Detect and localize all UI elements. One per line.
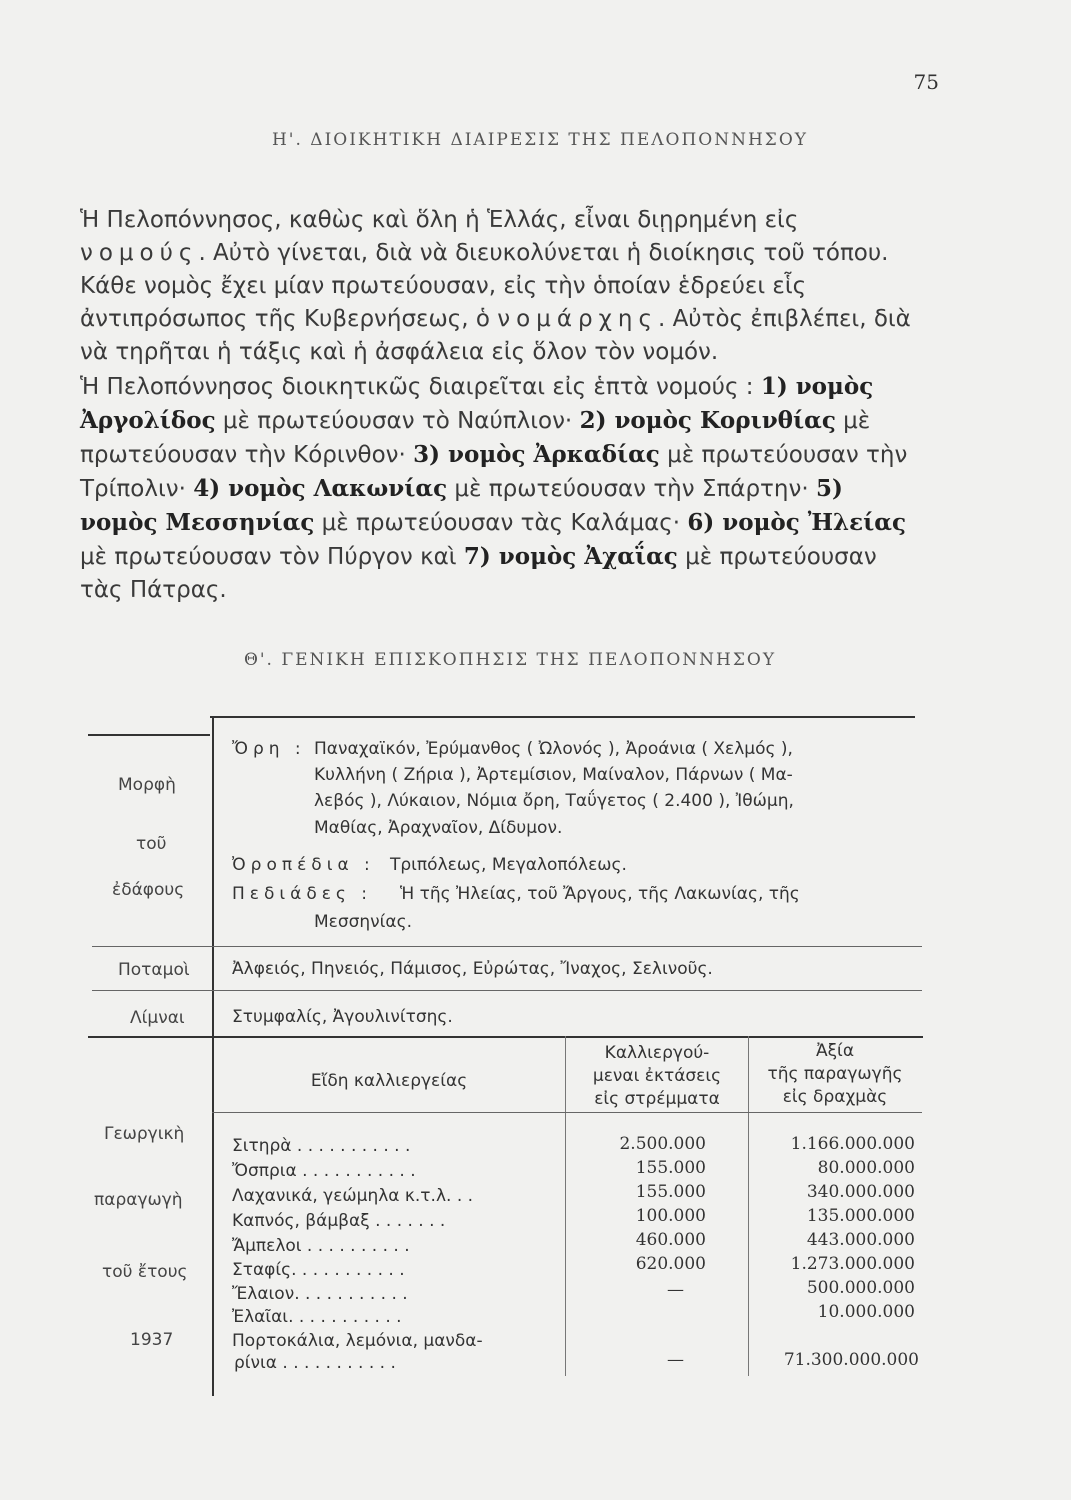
prefecture-messinia: 5) νομὸς Μεσσηνίας — [80, 475, 843, 536]
section-heading-administrative-division: Η'. ΔΙΟΙΚΗΤΙΚΗ ΔΙΑΙΡΕΣΙΣ ΤΗΣ ΠΕΛΟΠΟΝΝΗΣΟΥ — [271, 130, 808, 150]
capital-korinthia: μὲ πρωτεύουσαν τὴν Κόρινθον· — [80, 408, 871, 468]
label-edafous: ἐδάφους — [112, 880, 185, 900]
para1-term-nomarchis: νομάρχης — [497, 306, 658, 332]
area-row-9: — — [667, 1350, 684, 1370]
header-crop-types: Εἴδη καλλιεργείας — [310, 1071, 468, 1091]
crop-row-6: Ἔλαιον. . . . . . . . . . . — [232, 1284, 408, 1304]
para2-intro: Ἡ Πελοπόννησος διοικητικῶς διαιρεῖται εἰς ἑπτὰ νομούς : — [80, 374, 754, 400]
capital-lakonia: μὲ πρωτεύουσαν τὴν Σπάρτην· — [454, 476, 809, 502]
area-row-5: 620.000 — [635, 1254, 706, 1274]
table-top-rule-left — [88, 734, 210, 736]
header-value-2: τῆς παραγωγῆς — [767, 1064, 903, 1084]
area-row-4: 460.000 — [635, 1230, 706, 1250]
header-area-2: μεναι ἐκτάσεις — [592, 1066, 722, 1086]
capital-arkadia: μὲ πρωτεύουσαν τὴν Τρίπολιν· — [80, 442, 908, 502]
ori-key: Ὄρη : — [232, 739, 306, 759]
crop-row-7: Ἐλαῖαι. . . . . . . . . . . — [232, 1307, 402, 1327]
pedia-key: Πεδιάδες : — [232, 884, 373, 904]
label-potamoi: Ποταμοὶ — [118, 960, 190, 980]
ori-line-3: λεβός ), Λύκαιον, Νόμια ὄρη, Ταΰγετος ( 2.400 ), Ἰθώμη, — [314, 791, 794, 811]
crop-row-4: Ἄμπελοι . . . . . . . . . . — [232, 1236, 410, 1256]
label-paragogi: παραγωγὴ — [94, 1190, 183, 1210]
para1-text-e: . Αὐτὸς ἐπιβλέπει, διὰ νὰ τηρῆται ἡ τάξις καὶ ἡ ἀσφάλεια εἰς ὅλον τὸν νομόν. — [80, 306, 911, 365]
rule-after-potamoi — [92, 990, 922, 991]
rule-after-morphi — [92, 946, 922, 947]
area-row-3: 100.000 — [635, 1206, 706, 1226]
table-top-rule — [210, 716, 915, 718]
label-limnai: Λίμναι — [130, 1008, 185, 1028]
area-row-2: 155.000 — [635, 1182, 706, 1202]
oropedia-value: Τριπόλεως, Μεγαλοπόλεως. — [390, 855, 627, 875]
crop-row-1: Ὄσπρια . . . . . . . . . . . — [232, 1161, 416, 1181]
crop-row-3: Καπνός, βάμβαξ . . . . . . . — [232, 1211, 446, 1231]
label-morphi: Μορφὴ — [118, 775, 176, 795]
capital-achaia: μὲ πρωτεύουσαν τὰς Πάτρας. — [80, 544, 877, 603]
para1-term-nomous: νομούς — [80, 240, 199, 266]
rule-under-header — [212, 1112, 922, 1113]
crop-row-5: Σταφίς. . . . . . . . . . . — [232, 1260, 405, 1280]
label-georgiki: Γεωργικὴ — [104, 1124, 185, 1144]
value-row-5: 1.273.000.000 — [790, 1254, 915, 1274]
oropedia-key: Ὀροπέδια : — [232, 855, 375, 875]
header-area-1: Καλλιεργού- — [604, 1043, 710, 1063]
value-row-0: 1.166.000.000 — [790, 1134, 915, 1154]
table-divider — [212, 716, 214, 1396]
header-value-3: εἰς δραχμὰς — [782, 1087, 888, 1107]
capital-messinia: μὲ πρωτεύουσαν τὰς Καλάμας· — [321, 510, 681, 536]
paragraph-intro — [80, 204, 915, 369]
value-row-4: 443.000.000 — [806, 1230, 915, 1250]
prefecture-argolida: 1) νομὸς Ἀργολίδος — [80, 373, 874, 434]
rule-after-limnai — [88, 1036, 923, 1038]
para1-text-a: Ἡ Πελοπόννησος, καθὼς καὶ ὅλη ἡ Ἑλλάς, εἶναι διῃρημένη εἰς — [80, 207, 799, 233]
value-row-6: 500.000.000 — [806, 1278, 915, 1298]
prefecture-arkadia: 3) νομὸς Ἀρκαδίας — [413, 441, 660, 468]
ori-line-2: Κυλλήνη ( Ζήρια ), Ἀρτεμίσιον, Μαίναλον, Πάρνων ( Μα- — [314, 765, 793, 785]
header-value-1: Ἀξία — [815, 1041, 855, 1061]
crop-row-9: ρίνια . . . . . . . . . . . — [234, 1353, 396, 1373]
value-row-3: 135.000.000 — [806, 1206, 915, 1226]
pedia-value-1: Ἡ τῆς Ἠλείας, τοῦ Ἄργους, τῆς Λακωνίας, τῆς — [400, 884, 800, 904]
area-row-0: 2.500.000 — [619, 1134, 706, 1154]
paragraph-prefectures — [80, 370, 915, 607]
section-heading-general-overview: Θ'. ΓΕΝΙΚΗ ΕΠΙΣΚΟΠΗΣΙΣ ΤΗΣ ΠΕΛΟΠΟΝΝΗΣΟΥ — [243, 650, 777, 670]
prefecture-achaia: 7) νομὸς Ἀχαΐας — [463, 543, 678, 570]
page-number: 75 — [913, 70, 939, 94]
prefecture-ilia: 6) νομὸς Ἠλείας — [687, 509, 906, 536]
header-area-3: εἰς στρέμματα — [594, 1089, 720, 1109]
label-tou: τοῦ — [136, 834, 167, 854]
crop-row-8: Πορτοκάλια, λεμόνια, μανδα- — [232, 1331, 483, 1351]
crop-row-0: Σιτηρὰ . . . . . . . . . . . — [232, 1136, 411, 1156]
crop-row-2: Λαχανικά, γεώμηλα κ.τ.λ. . . — [232, 1186, 474, 1206]
label-tou-etous: τοῦ ἔτους — [102, 1262, 188, 1282]
limnai-value: Στυμφαλίς, Ἀγουλινίτσης. — [232, 1007, 453, 1027]
value-row-7: 10.000.000 — [817, 1302, 915, 1322]
value-row-1: 80.000.000 — [817, 1158, 915, 1178]
label-year: 1937 — [130, 1330, 174, 1350]
potamoi-value: Ἀλφειός, Πηνειός, Πάμισος, Εὐρώτας, Ἴναχος, Σελινοῦς. — [232, 959, 713, 979]
area-row-6: — — [667, 1280, 684, 1300]
ori-line-4: Μαθίας, Ἀραχναῖον, Δίδυμον. — [314, 818, 563, 838]
capital-argolida: μὲ πρωτεύουσαν τὸ Ναύπλιον· — [222, 408, 573, 434]
para1-text-c: . Αὐτὸ γίνεται, διὰ νὰ διευκολύνεται ἡ διοίκησις τοῦ τόπου. Κάθε νομὸς ἔχει μίαν πρωτεύουσαν, εἰς τὴν ὁποίαν ἑδρεύει εἷς ἀντιπρόσωπος τῆς Κυβερνήσεως, ὁ — [80, 240, 889, 332]
area-row-1: 155.000 — [635, 1158, 706, 1178]
capital-ilia: μὲ πρωτεύουσαν τὸν Πύργον καὶ — [80, 544, 457, 570]
ori-line-1: Παναχαϊκόν, Ἐρύμανθος ( Ὠλονός ), Ἀροάνια ( Χελμός ), — [314, 739, 793, 759]
value-row-2: 340.000.000 — [806, 1182, 915, 1202]
prefecture-korinthia: 2) νομὸς Κορινθίας — [579, 407, 836, 434]
pedia-value-2: Μεσσηνίας. — [314, 912, 413, 932]
value-row-9: 71.300.000.000 — [783, 1350, 919, 1370]
prefecture-lakonia: 4) νομὸς Λακωνίας — [193, 475, 448, 502]
